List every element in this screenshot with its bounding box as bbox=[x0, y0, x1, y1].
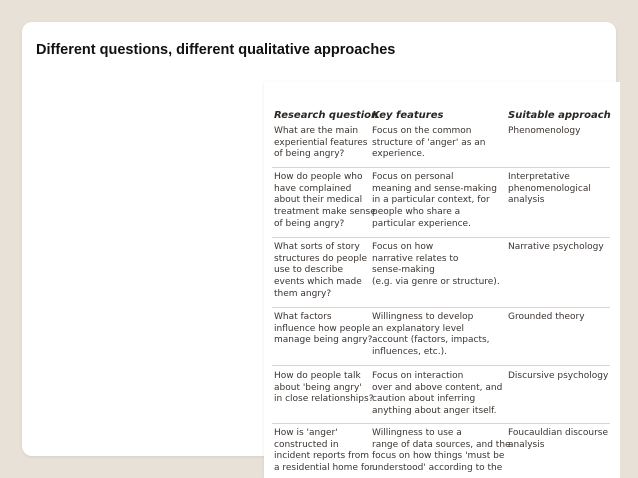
row-1-features: Focus on the common structure of 'anger' as an experience. bbox=[372, 126, 486, 160]
row-2-question: How do people who have complained about their medical treatment make sense of being angry? bbox=[274, 172, 376, 229]
slide-title: Different questions, different qualitative approaches bbox=[36, 42, 396, 58]
row-1-question: What are the main experiential features of being angry? bbox=[274, 126, 368, 160]
row-4-question: What factors influence how people manage being angry? bbox=[274, 312, 373, 346]
row-divider bbox=[272, 167, 610, 168]
row-6-features: Willingness to use a range of data sources, and the focus on how things 'must be understood' according to the bbox=[372, 428, 511, 474]
row-2-approach: Interpretative phenomenological analysis bbox=[508, 172, 591, 206]
row-1-approach: Phenomenology bbox=[508, 126, 581, 136]
row-6-question: How is 'anger' constructed in incident reports from a residential home for bbox=[274, 428, 374, 474]
row-divider bbox=[272, 423, 610, 424]
row-5-approach: Discursive psychology bbox=[508, 371, 609, 381]
row-2-features: Focus on personal meaning and sense-making in a particular context, for people who share a particular experience. bbox=[372, 172, 497, 229]
row-divider bbox=[272, 365, 610, 366]
header-key-features: Key features bbox=[372, 110, 444, 121]
row-divider bbox=[272, 307, 610, 308]
header-research-question: Research question bbox=[274, 110, 379, 121]
row-3-approach: Narrative psychology bbox=[508, 242, 604, 252]
row-5-question: How do people talk about 'being angry' in close relationships? bbox=[274, 371, 374, 405]
header-suitable-approach: Suitable approach bbox=[508, 110, 611, 121]
row-divider bbox=[272, 237, 610, 238]
row-6-approach: Foucauldian discourse analysis bbox=[508, 428, 609, 450]
row-3-features: Focus on how narrative relates to sense-making (e.g. via genre or structure). bbox=[372, 242, 500, 288]
row-4-approach: Grounded theory bbox=[508, 312, 585, 322]
row-3-question: What sorts of story structures do people use to describe events which made them angry? bbox=[274, 242, 367, 299]
row-5-features: Focus on interaction over and above content, and caution about inferring anything about anger itself. bbox=[372, 371, 503, 417]
approaches-table bbox=[264, 82, 620, 478]
row-4-features: Willingness to develop an explanatory level account (factors, impacts, influences, etc.). bbox=[372, 312, 490, 358]
